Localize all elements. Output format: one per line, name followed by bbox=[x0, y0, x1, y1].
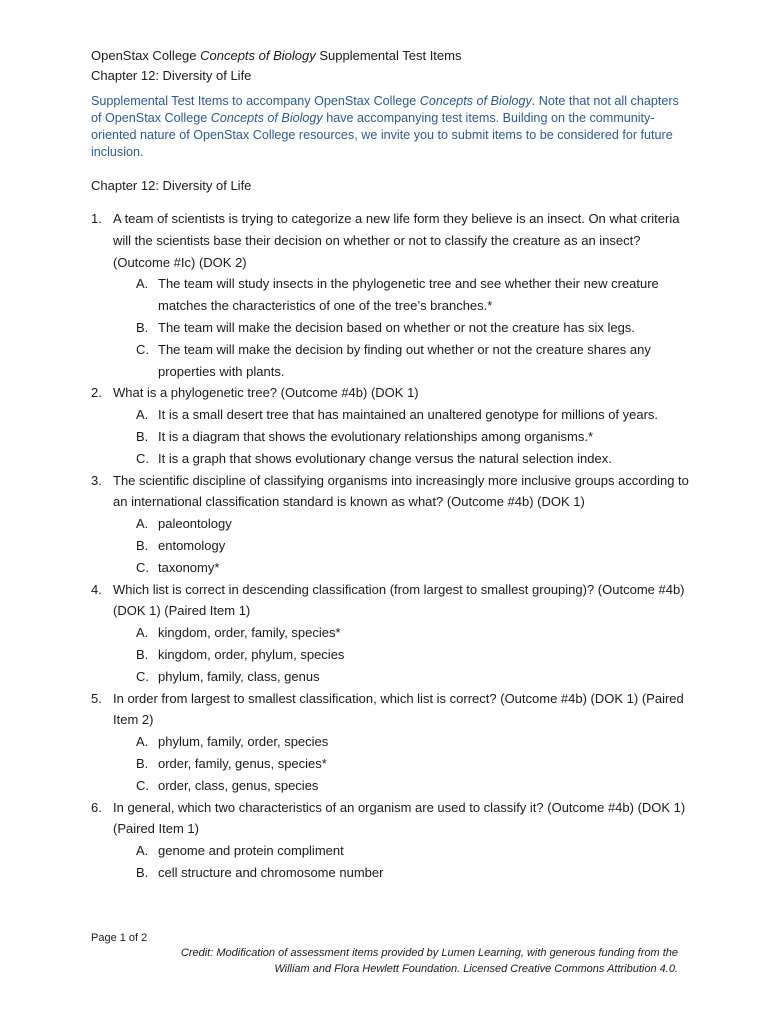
option-text: genome and protein compliment bbox=[158, 843, 344, 859]
answer-option bbox=[91, 840, 691, 862]
option-letter: C. bbox=[136, 450, 149, 466]
question-5 bbox=[91, 688, 691, 732]
option-letter: B. bbox=[136, 864, 149, 880]
question-text: A team of scientists is trying to categorize a new life form they believe is an insect. On what criteria will the scientists base their decision on whether or not to classify the creature as an insect? (Outcome #Ic) (DOK 2) bbox=[113, 211, 680, 270]
answer-option bbox=[91, 404, 691, 426]
option-letter: B. bbox=[136, 537, 149, 553]
option-letter: A. bbox=[136, 734, 149, 750]
option-text: phylum, family, class, genus bbox=[158, 668, 320, 684]
option-text: It is a small desert tree that has maintained an unaltered genotype for millions of years. bbox=[158, 407, 659, 423]
option-text: The team will make the decision based on whether or not the creature has six legs. bbox=[158, 319, 635, 335]
option-letter: B. bbox=[136, 755, 149, 771]
question-6 bbox=[91, 797, 691, 841]
option-letter: C. bbox=[136, 559, 149, 575]
question-number: 3. bbox=[91, 472, 102, 488]
option-letter: A. bbox=[136, 276, 149, 292]
option-letter: A. bbox=[136, 843, 149, 859]
answer-option bbox=[91, 666, 691, 688]
document-header bbox=[91, 46, 691, 86]
question-number: 2. bbox=[91, 385, 102, 401]
option-letter: C. bbox=[136, 668, 149, 684]
option-text: phylum, family, order, species bbox=[158, 734, 329, 750]
option-text: kingdom, order, family, species* bbox=[158, 625, 341, 641]
answer-option bbox=[91, 731, 691, 753]
question-text: What is a phylogenetic tree? (Outcome #4b) (DOK 1) bbox=[113, 385, 419, 401]
question-text: In general, which two characteristics of an organism are used to classify it? (Outcome #4b) (DOK 1) (Paired Item 1) bbox=[113, 799, 686, 837]
option-text: kingdom, order, phylum, species bbox=[158, 646, 345, 662]
option-letter: B. bbox=[136, 319, 149, 335]
question-number: 6. bbox=[91, 799, 102, 815]
answer-option bbox=[91, 513, 691, 535]
option-letter: A. bbox=[136, 516, 149, 532]
option-letter: C. bbox=[136, 341, 149, 357]
chapter-heading: Chapter 12: Diversity of Life bbox=[91, 178, 252, 193]
question-number: 4. bbox=[91, 581, 102, 597]
option-text: taxonomy* bbox=[158, 559, 220, 575]
answer-option bbox=[91, 862, 691, 884]
page-number: Page 1 of 2 bbox=[91, 932, 148, 944]
answer-option bbox=[91, 557, 691, 579]
header-chapter: Chapter 12: Diversity of Life bbox=[91, 68, 252, 83]
option-text: It is a graph that shows evolutionary change versus the natural selection index. bbox=[158, 450, 612, 466]
question-text: Which list is correct in descending classification (from largest to smallest grouping)? (Outcome #4b) (DOK 1) (Paired Item 1) bbox=[113, 581, 685, 619]
answer-option bbox=[91, 339, 691, 383]
answer-option bbox=[91, 317, 691, 339]
answer-option bbox=[91, 753, 691, 775]
answer-option bbox=[91, 273, 691, 317]
option-text: order, family, genus, species* bbox=[158, 755, 327, 771]
answer-option bbox=[91, 775, 691, 797]
option-letter: A. bbox=[136, 407, 149, 423]
question-number: 5. bbox=[91, 690, 102, 706]
question-4 bbox=[91, 579, 691, 623]
option-text: The team will make the decision by finding out whether or not the creature shares any properties with plants. bbox=[158, 341, 651, 379]
question-number: 1. bbox=[91, 211, 102, 226]
answer-option bbox=[91, 448, 691, 470]
question-2 bbox=[91, 382, 691, 404]
question-list bbox=[91, 208, 691, 884]
question-1 bbox=[91, 208, 691, 273]
answer-option bbox=[91, 644, 691, 666]
option-text: The team will study insects in the phylogenetic tree and see whether their new creature matches the characteristics of one of the tree’s branches.* bbox=[158, 276, 659, 314]
option-text: entomology bbox=[158, 537, 226, 553]
intro-paragraph: Supplemental Test Items to accompany OpenStax College Concepts of Biology. Note that not all chapters of OpenStax College Concepts of Biology have accompanying test items. Building on the community-oriented nature of OpenStax College resources, we invite you to submit items to be considered for future inclusion. bbox=[91, 94, 679, 159]
header-title: OpenStax College Concepts of Biology Supplemental Test Items bbox=[91, 48, 462, 63]
option-letter: B. bbox=[136, 428, 149, 444]
option-text: order, class, genus, species bbox=[158, 777, 319, 793]
option-text: It is a diagram that shows the evolutionary relationships among organisms.* bbox=[158, 428, 593, 444]
answer-option bbox=[91, 426, 691, 448]
option-text: paleontology bbox=[158, 516, 232, 532]
option-text: cell structure and chromosome number bbox=[158, 864, 384, 880]
answer-option bbox=[91, 535, 691, 557]
question-3 bbox=[91, 470, 691, 514]
credit-note: Credit: Modification of assessment items provided by Lumen Learning, with generous funding from the William and Flora Hewlett Foundation. Licensed Creative Commons Attribution 4.0. bbox=[180, 947, 678, 975]
option-letter: C. bbox=[136, 777, 149, 793]
option-letter: A. bbox=[136, 625, 149, 641]
question-text: In order from largest to smallest classification, which list is correct? (Outcome #4b) (DOK 1) (Paired Item 2) bbox=[113, 690, 684, 728]
option-letter: B. bbox=[136, 646, 149, 662]
answer-option bbox=[91, 622, 691, 644]
question-text: The scientific discipline of classifying organisms into increasingly more inclusive groups according to an international classification standard is known as what? (Outcome #4b) (DOK 1) bbox=[113, 472, 689, 510]
